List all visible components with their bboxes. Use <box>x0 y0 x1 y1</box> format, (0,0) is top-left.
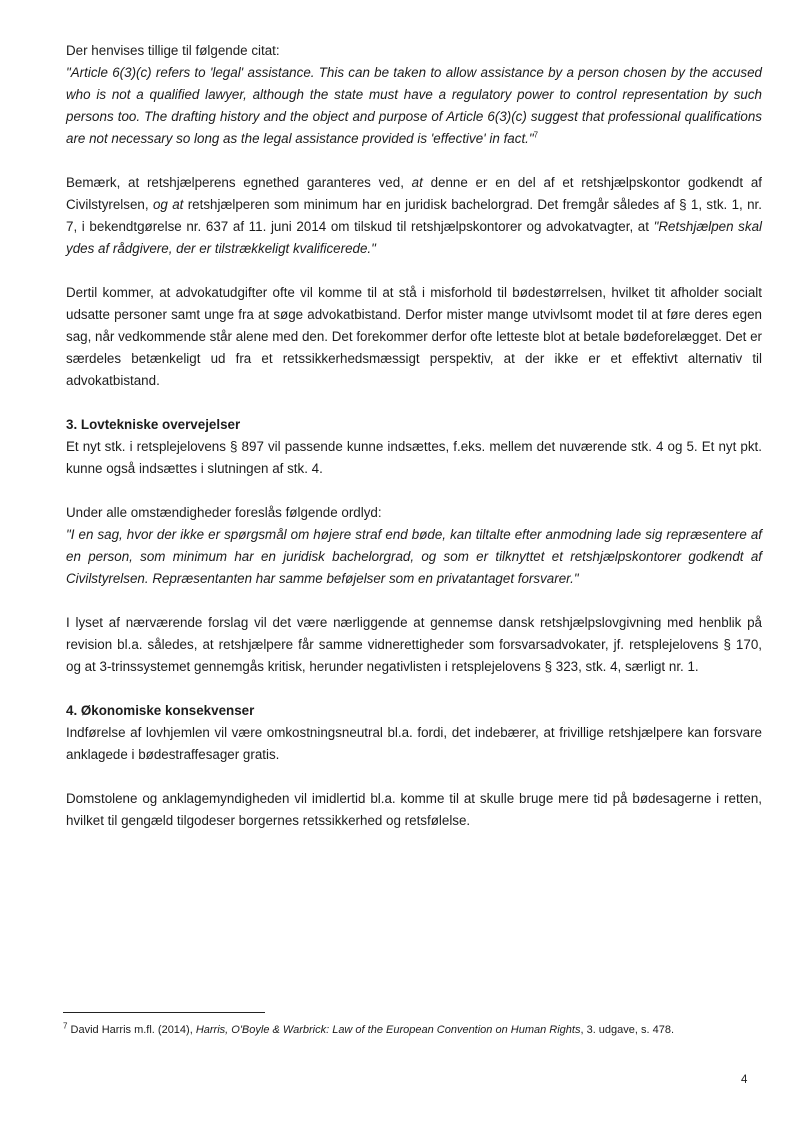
section4-paragraph-1: Indførelse af lovhjemlen vil være omkostningsneutral bl.a. fordi, det indebærer, at frivillige retshjælpere kan forsvare anklagede i bødestraffesager gratis. <box>66 725 762 762</box>
section-heading-4: 4. Økonomiske konsekvenser <box>66 703 255 718</box>
document-body <box>66 40 762 832</box>
section-heading-3: 3. Lovtekniske overvejelser <box>66 417 241 432</box>
proposal-quote: "I en sag, hvor der ikke er spørgsmål om højere straf end bøde, kan tiltalte efter anmodning lade sig repræsentere af en person, som minimum har en juridisk bachelorgrad, og som er tilknyttet et retshjælpskontorer godkendt af Civilstyrelsen. Repræsentanten har samme beføjelser som en privatantaget forsvarer." <box>66 527 762 586</box>
paragraph-costs: Dertil kommer, at advokatudgifter ofte vil komme til at stå i misforhold til bødestørrelsen, hvilket tit afholder socialt udsatte personer samt unge fra at søge advokatbistand. Derfor mister mange utvivlsomt modet til at føre deres egen sag, når vedkommende står alene med den. Det forekommer derfor ofte letteste blot at betale bødeforelægget. Det er særdeles betænkeligt ud fra et retssikkerhedsmæssigt perspektiv, at der ikke er et effektivt alternativ til advokatbistand. <box>66 285 762 388</box>
block-quote-english <box>66 62 762 150</box>
footnote-number: 7 <box>63 1021 68 1031</box>
footnote-book-title: Harris, O'Boyle & Warbrick: Law of the European Convention on Human Rights <box>195 1024 581 1036</box>
quote-text: "Article 6(3)(c) refers to 'legal' assistance. This can be taken to allow assistance by a person chosen by the accused who is not a qualified lawyer, although the state must have a regulatory power to control representation by such persons too. The drafting history and the object and purpose of Article 6(3)(c) suggest that professional qualifications are not necessary so long as the legal assistance provided is 'effective' in fact." <box>66 65 762 146</box>
footnote: $^7$ David Harris m.fl. (2014), Harris, O'Boyle & Warbrick: Law of the European Convention on Human Rights, 3. udgave, s. 478. <box>63 1021 675 1036</box>
page-number: 4 <box>741 1074 748 1086</box>
footnote-divider <box>63 1012 265 1013</box>
proposal-intro: Under alle omstændigheder foreslås følgende ordlyd: <box>66 505 382 520</box>
section3-paragraph-2: I lyset af nærværende forslag vil det være nærliggende at gennemse dansk retshjælpslovgivning med henblik på revision bl.a. således, at retshjælpere får samme vidnerettigheder som forsvarsadvokater, jf. retsplejelovens § 170, og at 3-trinssystemet gennemgås kritisk, herunder negativlisten i retsplejelovens § 323, stk. 4, særligt nr. 1. <box>66 615 762 674</box>
section3-paragraph-1: Et nyt stk. i retsplejelovens § 897 vil passende kunne indsættes, f.eks. mellem det nuværende stk. 4 og 5. Et nyt pkt. kunne også indsættes i slutningen af stk. 4. <box>66 439 762 476</box>
section4-paragraph-2: Domstolene og anklagemyndigheden vil imidlertid bl.a. komme til at skulle bruge mere tid på bødesagerne i retten, hvilket til gengæld tilgodeser borgernes retssikkerhed og retsfølelse. <box>66 791 762 828</box>
paragraph-qualification: Bemærk, at retshjælperens egnethed garanteres ved, at denne er en del af et retshjælpskontor godkendt af Civilstyrelsen, og at retshjælperen som minimum har en juridisk bachelorgrad. Det fremgår således af § 1, stk. 1, nr. 7, i bekendtgørelse nr. 637 af 11. juni 2014 om tilskud til retshjælpskontorer og advokatvagter, at "Retshjælpen skal ydes af rådgivere, der er tilstrækkeligt kvalificerede." <box>66 175 762 256</box>
footnote-reference[interactable]: 7 <box>533 130 539 140</box>
citation-intro: Der henvises tillige til følgende citat: <box>66 43 280 58</box>
